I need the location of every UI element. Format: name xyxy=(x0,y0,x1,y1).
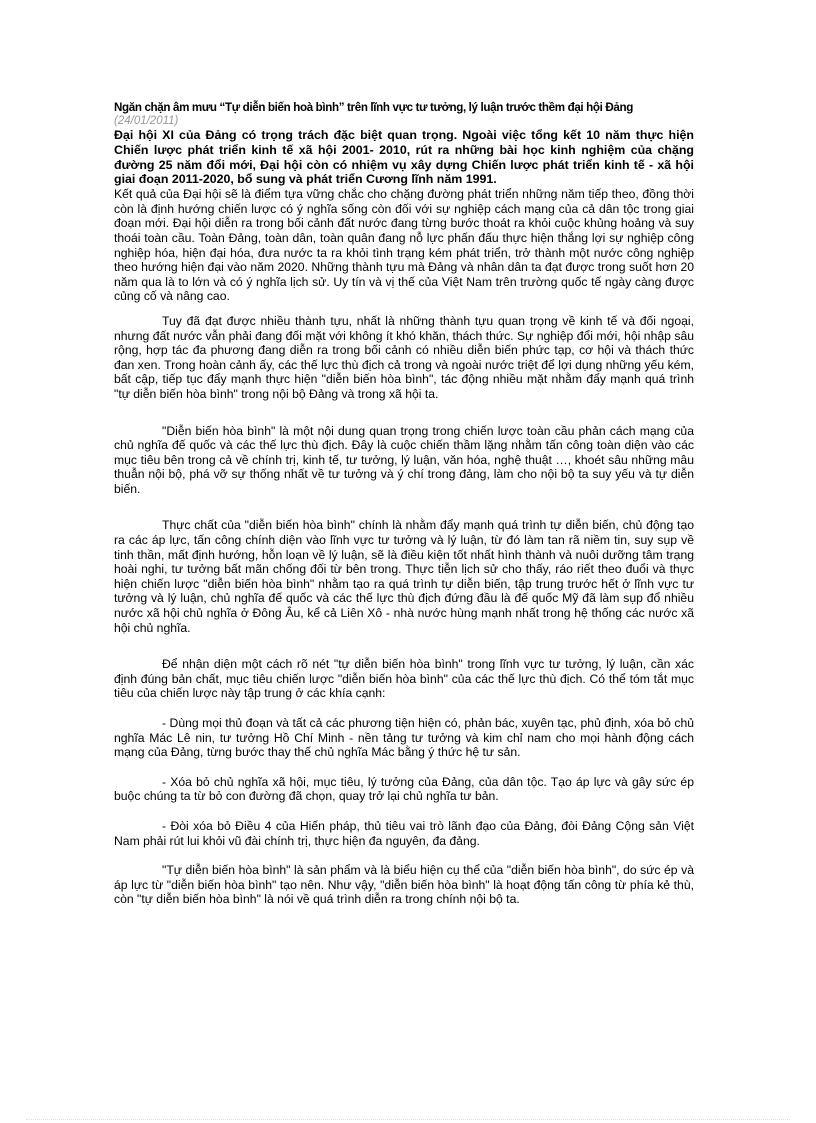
article-date: (24/01/2011) xyxy=(114,115,179,127)
page-bottom-divider xyxy=(26,1119,790,1120)
document-page xyxy=(114,101,694,907)
paragraph-2: Tuy đã đạt được nhiều thành tựu, nhất là những thành tựu quan trọng về kinh tế và đối ngoại, nhưng đất nước vẫn phải đang đối mặt với không ít khó khăn, thách thức. Sự nghiệp đổi mới, hội nhập sâu rộng, hợp tác đa phương đang diễn ra trong bối cảnh có nhiều diễn biến phức tạp, cơ hội và thách thức đan xen. Trong hoàn cảnh ấy, các thế lực thù địch cả trong và ngoài nước triệt để lợi dụng những yếu kém, bất cập, tiếp tục đẩy mạnh thực hiện "diễn biến hòa bình", tác động nhiều mặt nhằm đẩy mạnh quá trình "tự diễn biến hòa bình" trong nội bộ Đảng và trong xã hội ta. xyxy=(114,313,694,401)
article-lead: Đại hội XI của Đảng có trọng trách đặc biệt quan trọng. Ngoài việc tổng kết 10 năm thực hiện Chiến lược phát triển kinh tế xã hội 2001- 2010, rút ra những bài học kinh nghiệm của chặng đường 25 năm đổi mới, Đại hội còn có nhiệm vụ xây dựng Chiến lược phát triển kinh tế - xã hội giai đoạn 2011-2020, bổ sung và phát triển Cương lĩnh năm 1991. xyxy=(114,128,694,187)
paragraph-3: "Diễn biến hòa bình" là một nội dung quan trọng trong chiến lược toàn cầu phản cách mạng của chủ nghĩa đế quốc và các thế lực thù địch. Đây là cuộc chiến thầm lặng nhằm tấn công toàn diện vào các mục tiêu bên trong cả về chính trị, kinh tế, tư tưởng, lý luận, văn hóa, nghệ thuật …, khoét sâu những mâu thuẫn nội bộ, phá vỡ sự thống nhất về tư tưởng và ý chí trong đảng, làm cho nội bộ ta suy yếu và tự diễn biến. xyxy=(114,423,694,496)
paragraph-4: Thực chất của "diễn biến hòa bình" chính là nhằm đẩy mạnh quá trình tự diễn biến, chủ động tạo ra các áp lực, tấn công chính diện vào lĩnh vực tư tưởng và lý luận, từ đó làm tan rã niềm tin, suy sụp về tinh thần, mất định hướng, hỗn loạn về lý luận, sẽ là điều kiện tốt nhất hình thành và nuôi dưỡng tâm trạng hoài nghi, tư tưởng bất mãn chống đối từ bên trong. Thực tiễn lịch sử cho thấy, ráo riết theo đuổi và thực hiện chiến lược "diễn biến hòa bình" nhằm tạo ra quá trình tự diễn biến, tập trung trước hết ở lĩnh vực tư tưởng và lý luận, chủ nghĩa đế quốc và các thế lực thù địch đứng đầu là đế quốc Mỹ đã làm sụp đổ nhiều nước xã hội chủ nghĩa ở Đông Âu, kể cả Liên Xô - nhà nước hùng mạnh nhất trong hệ thống các nước xã hội chủ nghĩa. xyxy=(114,518,694,635)
paragraph-5: Để nhận diện một cách rõ nét "tự diễn biến hòa bình" trong lĩnh vực tư tưởng, lý luận, cần xác định đúng bản chất, mục tiêu chiến lược "diễn biến hòa bình" của các thế lực thù địch. Có thể tóm tắt mục tiêu của chiến lược này tập trung ở các khía cạnh: xyxy=(114,657,694,701)
bullet-3: - Đòi xóa bỏ Điều 4 của Hiến pháp, thủ tiêu vai trò lãnh đạo của Đảng, đòi Đảng Cộng sản Việt Nam phải rút lui khỏi vũ đài chính trị, thực hiện đa nguyên, đa đảng. xyxy=(114,818,694,848)
paragraph-closing: "Tự diễn biến hòa bình" là sản phẩm và là biểu hiện cụ thể của "diễn biến hòa bình", do sức ép và áp lực từ "diễn biến hòa bình" tạo nên. Như vậy, "diễn biến hòa bình" là hoạt động tấn công từ phía kẻ thù, còn "tự diễn biến hòa bình" là nói về quá trình diễn ra trong chính nội bộ ta. xyxy=(114,863,694,907)
paragraph-1: Kết quả của Đại hội sẽ là điểm tựa vững chắc cho chặng đường phát triển những năm tiếp theo, đồng thời còn là định hướng chiến lược có ý nghĩa sống còn đối với sự nghiệp cách mạng của cả dân tộc trong giai đoạn mới. Đại hội diễn ra trong bối cảnh đất nước đang từng bước thoát ra khỏi cuộc khủng hoảng và suy thoái toàn cầu. Toàn Đảng, toàn dân, toàn quân đang nỗ lực phấn đấu thực hiện thắng lợi sự nghiệp công nghiệp hóa, hiện đại hóa, đưa nước ta ra khỏi tình trạng kém phát triển, trở thành một nước công nghiệp theo hướng hiện đại vào năm 2020. Những thành tựu mà Đảng và nhân dân ta đạt được trong suốt hơn 20 năm qua là to lớn và có ý nghĩa lịch sử. Uy tín và vị thế của Việt Nam trên trường quốc tế ngày càng được củng cố và nâng cao. xyxy=(114,187,694,304)
article-title: Ngăn chặn âm mưu “Tự diễn biến hoà bình” trên lĩnh vực tư tưởng, lý luận trước thềm đại hội Đảng xyxy=(114,101,633,114)
bullet-2: - Xóa bỏ chủ nghĩa xã hội, mục tiêu, lý tưởng của Đảng, của dân tộc. Tạo áp lực và gây sức ép buộc chúng ta từ bỏ con đường đã chọn, quay trở lại chủ nghĩa tư bản. xyxy=(114,774,694,804)
bullet-1: - Dùng mọi thủ đoạn và tất cả các phương tiện hiện có, phản bác, xuyên tạc, phủ định, xóa bỏ chủ nghĩa Mác Lê nin, tư tưởng Hồ Chí Minh - nền tảng tư tưởng và kim chỉ nam cho mọi hành động cách mạng của Đảng, từng bước thay thế chủ nghĩa Mác bằng ý thức hệ tư sản. xyxy=(114,716,694,760)
